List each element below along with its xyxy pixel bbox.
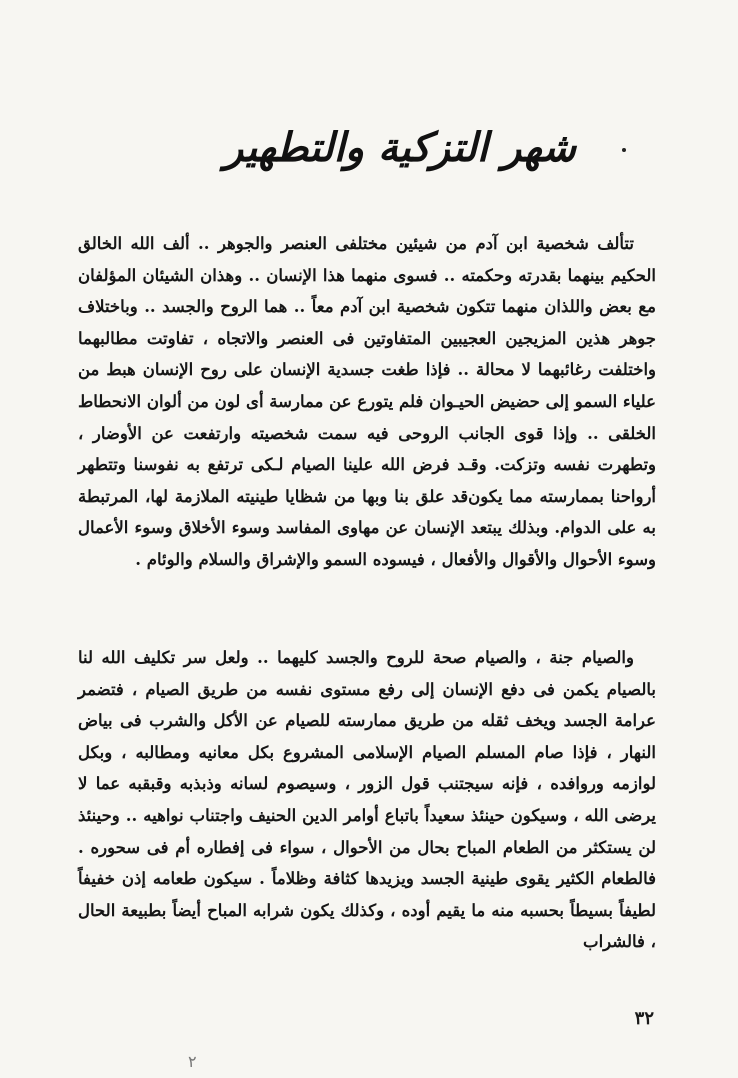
- chapter-title: شهر التزكية والتطهير: [224, 124, 576, 171]
- page-number: ٣٢: [634, 1008, 654, 1029]
- paragraph-2-block: [78, 642, 656, 958]
- margin-mark: ٢: [188, 1052, 197, 1071]
- paragraph-1: تتألف شخصية ابن آدم من شيئين مختلفى العنصر والجوهر .. ألف الله الخالق الحكيم بينهما بقدرته وحكمته .. فسوى منهما هذا الإنسان .. وهذان الشيئان المؤلفان مع بعض واللذان منهما تتكون شخصية ابن آدم معاً .. هما الروح والجسد .. وباختلاف جوهر هذين المزيجين العجيبين المتفاوتين فى العنصر والاتجاه ، تفاوتت مطالبهما واختلفت رغائبهما لا محالة .. فإذا طغت جسدية الإنسان على روح الإنسان هبط من علياء السمو إلى حضيض الحيـوان فلم يتورع عن ممارسة أى لون من ألوان الانحطاط الخلقى .. وإذا قوى الجانب الروحى فيه سمت شخصيته وارتفعت عن الأوضار ، وتطهرت نفسه وتزكت. وقـد فرض الله علينا الصيام لـكى ترتفع به نفوسنا وتتطهر أرواحنا بممارسته مما يكون‌قد علق بنا وبها من شظايا طينيته الملازمة لها، المرتبطة به على الدوام. وبذلك يبتعد الإنسان عن مهاوى المفاسد وسوء الأخلاق وسوء الأعمال وسوء الأحوال والأقوال والأفعال ، فيسوده السمو والإشراق والسلام والوئام .: [78, 234, 656, 569]
- paragraph-1-block: [78, 228, 656, 576]
- paragraph-2: والصيام جنة ، والصيام صحة للروح والجسد كليهما .. ولعل سر تكليف الله لنا بالصيام يكمن فى دفع الإنسان إلى رفع مستوى نفسه من طريق الصيام ، فتضمر عرامة الجسد ويخف ثقله من طريق ممارسته للصيام عن الأكل والشرب فى بياض النهار ، فإذا صام المسلم الصيام الإسلامى المشروع بكل معانيه ومطالبه ، وبكل لوازمه وروافده ، فإنه سيجتنب قول الزور ، وسيصوم لسانه وذبذبه وقبقبه عما لا يرضى الله ، وسيكون حينئذ سعيداً باتباع أوامر الدين الحنيف واجتناب نواهيه .. وحينئذ لن يستكثر من الطعام المباح بحال من الأحوال ، سواء فى إفطاره أم فى سحوره . فالطعام الكثير يقوى طينية الجسد ويزيدها كثافة وظلاماً . سيكون طعامه إذن خفيفاً لطيفاً بسيطاً بحسبه منه ما يقيم أوده ، وكذلك يكون شرابه المباح أيضاً بطبيعة الحال ، فالشراب: [78, 648, 656, 952]
- title-dot: [622, 148, 626, 152]
